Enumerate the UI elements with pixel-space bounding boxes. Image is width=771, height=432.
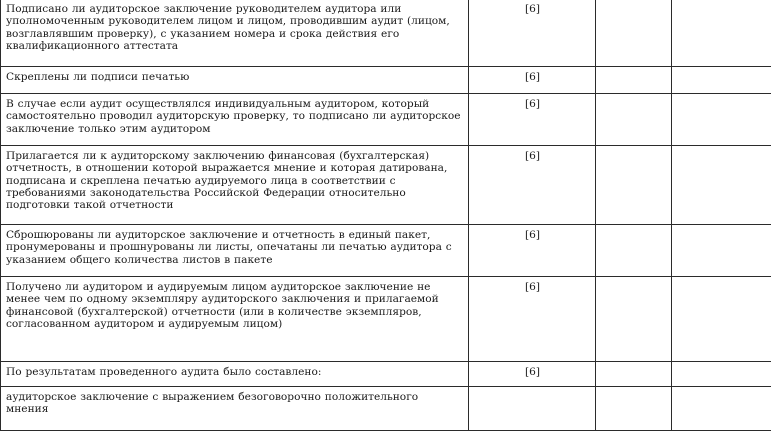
reference-cell <box>469 387 596 431</box>
answer-cell-yes[interactable] <box>596 362 672 387</box>
reference-cell: [6] <box>469 146 596 225</box>
table-row <box>1 67 771 94</box>
reference-cell: [6] <box>469 0 596 67</box>
reference-cell: [6] <box>469 362 596 387</box>
question-cell: Получено ли аудитором и аудируемым лицом аудиторское заключение не менее чем по одному экземпляру аудиторского заключения и прилагаемой финансовой (бухгалтерской) отчетности (или в количестве экземпляров, согласованном аудитором и аудируемым лицом) <box>1 277 469 362</box>
answer-cell-yes[interactable] <box>596 0 672 67</box>
answer-cell-yes[interactable] <box>596 94 672 146</box>
reference-cell: [6] <box>469 94 596 146</box>
answer-cell-no[interactable] <box>672 146 771 225</box>
question-cell: В случае если аудит осуществлялся индивидуальным аудитором, который самостоятельно проводил аудиторскую проверку, то подписано ли аудиторское заключение только этим аудитором <box>1 94 469 146</box>
table-row <box>1 277 771 362</box>
table-row <box>1 387 771 431</box>
question-cell: По результатам проведенного аудита было составлено: <box>1 362 469 387</box>
answer-cell-no[interactable] <box>672 277 771 362</box>
table-row <box>1 362 771 387</box>
answer-cell-no[interactable] <box>672 225 771 277</box>
answer-cell-yes[interactable] <box>596 67 672 94</box>
question-cell: Скреплены ли подписи печатью <box>1 67 469 94</box>
answer-cell-yes[interactable] <box>596 277 672 362</box>
answer-cell-no[interactable] <box>672 0 771 67</box>
reference-cell: [6] <box>469 225 596 277</box>
table-row <box>1 225 771 277</box>
question-cell: аудиторское заключение с выражением безоговорочно положительного мнения <box>1 387 469 431</box>
answer-cell-no[interactable] <box>672 362 771 387</box>
question-cell: Прилагается ли к аудиторскому заключению финансовая (бухгалтерская) отчетность, в отношении которой выражается мнение и которая датирована, подписана и скреплена печатью аудируемого лица в соответствии с требованиями законодательства Российской Федерации относительно подготовки такой отчетности <box>1 146 469 225</box>
answer-cell-no[interactable] <box>672 67 771 94</box>
answer-cell-yes[interactable] <box>596 387 672 431</box>
answer-cell-no[interactable] <box>672 387 771 431</box>
question-cell: Сброшюрованы ли аудиторское заключение и отчетность в единый пакет, пронумерованы и прошнурованы ли листы, опечатаны ли печатью аудитора с указанием общего количества листов в пакете <box>1 225 469 277</box>
table-row <box>1 0 771 67</box>
answer-cell-yes[interactable] <box>596 146 672 225</box>
table-row <box>1 94 771 146</box>
reference-cell: [6] <box>469 67 596 94</box>
reference-cell: [6] <box>469 277 596 362</box>
question-cell: Подписано ли аудиторское заключение руководителем аудитора или уполномоченным руководителем лицом и лицом, проводившим аудит (лицом, возглавлявшим проверку), с указанием номера и срока действия его квалификационного аттестата <box>1 0 469 67</box>
answer-cell-no[interactable] <box>672 94 771 146</box>
table-row <box>1 146 771 225</box>
answer-cell-yes[interactable] <box>596 225 672 277</box>
